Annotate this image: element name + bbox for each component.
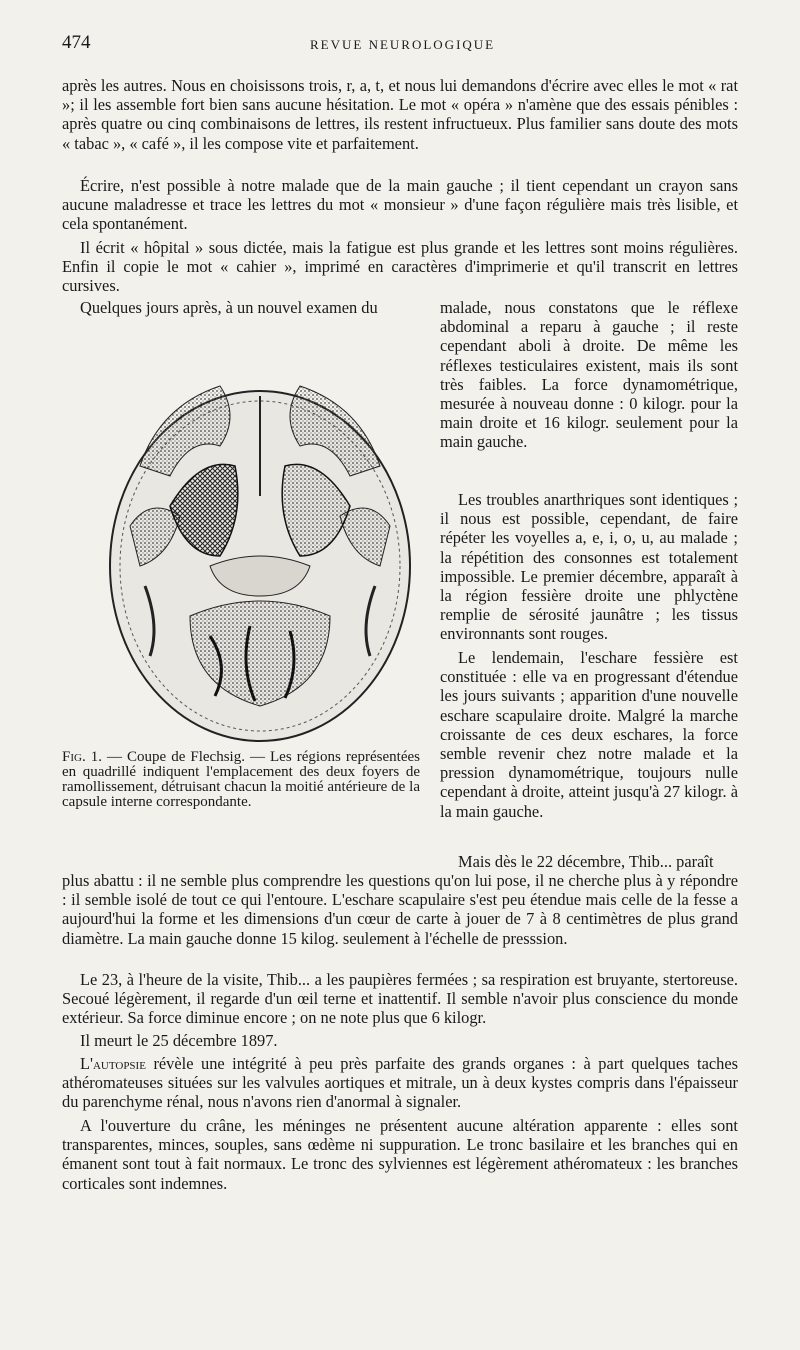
paragraph-9: Il meurt le 25 décembre 1897. — [80, 1031, 278, 1050]
paragraph-2: Écrire, n'est possible à notre malade que de la main gauche ; il tient cependant un crayon sans aucune maladresse et trace les lettres du mot « monsieur » d'une façon régulière mais très lisible, et cela spontanément. — [62, 176, 738, 234]
paragraph-3: Il écrit « hôpital » sous dictée, mais la fatigue est plus grande et les lettres sont moins régulières. Enfin il copie le mot « cahier », imprimé en caractères d'imprimerie et qu'il transcrit en lettres cursives. — [62, 238, 738, 296]
brain-section-figure — [100, 326, 420, 746]
figure-caption-text: — Coupe de Flechsig. — Les régions représentées en quadrillé indiquent l'emplacement des deux foyers de ramollissement, détruisant chacun la moitié antérieure de la capsule interne correspondante. — [62, 749, 421, 810]
paragraph-4-lead: Quelques jours après, à un nouvel examen du — [80, 298, 378, 317]
figure-caption — [62, 750, 420, 810]
paragraph-4-continued: malade, nous constatons que le réflexe abdominal a reparu à gauche ; il reste cependant aboli à droite. De même les réflexes testiculaires existent, mais ils sont très faibles. La force dynamométrique, mesurée à nouveau donne : 0 kilogr. pour la main droite et 16 kilogr. seulement pour la main gauche. — [440, 298, 738, 452]
autopsie-heading: L'autopsie — [80, 1054, 146, 1073]
paragraph-8: Le 23, à l'heure de la visite, Thib... a les paupières fermées ; sa respiration est bruyante, stertoreuse. Secoué légèrement, il regarde d'un œil terne et inattentif. Il semble n'avoir plus conscience du monde extérieur. Sa force diminue encore ; on ne note plus que 6 kilogr. — [62, 970, 738, 1028]
paragraph-10 — [62, 1054, 738, 1112]
brain-section-illustration — [100, 326, 420, 746]
page-number: 474 — [62, 32, 91, 53]
paragraph-11: A l'ouverture du crâne, les méninges ne présentent aucune altération apparente : elles sont transparentes, minces, souples, sans œdème ni suppuration. Le tronc basilaire et les branches qui en émanent sont tout à fait normaux. Le tronc des sylviennes est légèrement athéromateux : les branches corticales sont indemnes. — [62, 1116, 738, 1193]
paragraph-10-text: révèle une intégrité à peu près parfaite des grands organes : à part quelques taches athéromateuses situées sur les valvules aortiques et mitrale, un à deux kystes compris dans l'épaisseur du parenchyme rénal, nous n'avons rien d'anormal à signaler. — [62, 1054, 738, 1112]
paragraph-5: Les troubles anarthriques sont identiques ; il nous est possible, cependant, de faire répéter les voyelles a, e, i, o, u, au malade ; la répétition des consonnes est totalement impossible. Le premier décembre, apparaît à la région fessière droite une phlyctène remplie de sérosité jaunâtre ; les tissus environnants sont rouges. — [440, 490, 738, 644]
figure-label: Fig. 1. — [62, 749, 102, 765]
paragraph-7-lead: Mais dès le 22 décembre, Thib... paraît — [458, 852, 714, 871]
paragraph-6: Le lendemain, l'eschare fessière est constituée : elle va en progressant d'étendue les jours suivants ; apparition d'une nouvelle eschare scapulaire droite. Malgré la marche croissante de ces deux eschares, la force semble revenir chez notre malade et la pression dynamométrique, toujours nulle cependant à droite, atteint jusqu'à 27 kilogr. à la main gauche. — [440, 648, 738, 821]
paragraph-7-continued: plus abattu : il ne semble plus comprendre les questions qu'on lui pose, il ne cherche plus à y répondre : il semble isolé de tout ce qui l'entoure. L'eschare scapulaire s'est peu étendue mais celle de la fesse a aujourd'hui la forme et les dimensions d'un cœur de carte à jouer de 7 à 8 centimètres de plus grand diamètre. La main gauche donne 15 kilog. seulement à l'échelle de presssion. — [62, 871, 738, 948]
paragraph-1: après les autres. Nous en choisissons trois, r, a, t, et nous lui demandons d'écrire avec elles le mot « rat »; il les assemble fort bien sans aucune hésitation. Le mot « opéra » n'amène que des essais pénibles : après quatre ou cinq combinaisons de lettres, ils restent infructueux. Plus familier sans doute des mots « tabac », « café », il les compose vite et parfaitement. — [62, 76, 738, 153]
running-title: REVUE NEUROLOGIQUE — [310, 37, 496, 52]
